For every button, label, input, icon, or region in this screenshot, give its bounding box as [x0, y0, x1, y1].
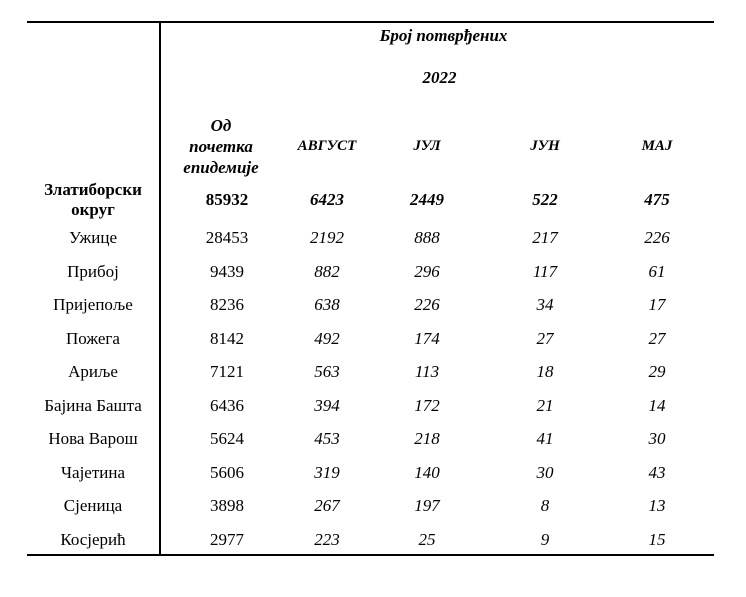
- cell-since-start: 5606: [210, 463, 244, 482]
- cell-since-start: 8236: [210, 295, 244, 314]
- cell-june: 41: [536, 429, 554, 448]
- column-header-since-start-line2: почетка: [189, 136, 253, 156]
- column-header-may: МАЈ: [641, 138, 673, 154]
- cell-total-july: 2449: [410, 190, 444, 209]
- cell-since-start: 7121: [210, 362, 244, 381]
- cell-may: 15: [648, 530, 666, 549]
- cell-august: 882: [314, 262, 340, 281]
- cell-july: 113: [414, 362, 440, 381]
- cell-august: 319: [314, 463, 340, 482]
- cell-may: 27: [648, 329, 666, 348]
- cell-june: 217: [532, 228, 558, 247]
- cell-june: 21: [536, 396, 554, 415]
- cell-june: 34: [536, 295, 554, 314]
- cell-july: 888: [414, 228, 440, 247]
- column-header-august: АВГУСТ: [297, 138, 357, 154]
- cell-august: 2192: [310, 228, 344, 247]
- cell-june: 30: [536, 463, 554, 482]
- row-name: Пријепоље: [53, 295, 133, 314]
- cell-may: 226: [644, 228, 670, 247]
- table-top-rule: [27, 21, 714, 23]
- table-row: [27, 221, 714, 255]
- cell-may: 61: [648, 262, 666, 281]
- cell-july: 140: [414, 463, 440, 482]
- cell-july: 218: [414, 429, 440, 448]
- cell-since-start: 8142: [210, 329, 244, 348]
- table-row: [27, 422, 714, 456]
- column-header-june: ЈУН: [530, 138, 560, 154]
- row-name: Прибој: [67, 262, 119, 281]
- cell-august: 267: [314, 496, 340, 515]
- table-header-title: Број потврђених: [379, 26, 508, 45]
- row-name: Пожега: [66, 329, 120, 348]
- cell-may: 14: [648, 396, 666, 415]
- cell-june: 117: [532, 262, 558, 281]
- row-name: Сјеница: [63, 496, 123, 515]
- cell-july: 174: [414, 329, 440, 348]
- table-row: [27, 489, 714, 523]
- table-row: [27, 322, 714, 356]
- row-name-total-line2: округ: [71, 200, 115, 219]
- cell-july: 296: [414, 262, 440, 281]
- row-name: Ужице: [68, 228, 118, 247]
- table-row: [27, 456, 714, 490]
- cell-august: 453: [314, 429, 340, 448]
- table-row: [27, 255, 714, 289]
- column-header-since-start: [161, 113, 281, 179]
- cell-since-start: 3898: [210, 496, 244, 515]
- cell-may: 29: [648, 362, 666, 381]
- cell-may: 13: [648, 496, 666, 515]
- column-header-july: ЈУЛ: [413, 138, 441, 154]
- row-name-total-line1: Златиборски: [44, 180, 142, 199]
- cell-may: 30: [648, 429, 666, 448]
- cell-total-june: 522: [532, 190, 558, 209]
- cell-august: 394: [314, 396, 340, 415]
- cell-total-may: 475: [644, 190, 670, 209]
- column-header-since-start-line3: епидемије: [183, 157, 259, 177]
- cell-july: 197: [414, 496, 440, 515]
- row-name: Нова Варош: [48, 429, 138, 448]
- row-name: Косјерић: [60, 530, 126, 549]
- cell-july: 172: [414, 396, 440, 415]
- table-row: [27, 355, 714, 389]
- table-header-year: 2022: [422, 68, 457, 87]
- cell-may: 43: [648, 463, 666, 482]
- cell-july: 25: [418, 530, 436, 549]
- cell-june: 9: [540, 530, 550, 549]
- column-header-since-start-line1: Од: [210, 115, 232, 135]
- cell-since-start: 9439: [210, 262, 244, 281]
- cell-august: 638: [314, 295, 340, 314]
- row-name: Ариље: [68, 362, 118, 381]
- cell-june: 18: [536, 362, 554, 381]
- cell-total-since-start: 85932: [205, 190, 249, 209]
- cell-since-start: 5624: [210, 429, 244, 448]
- data-table: [27, 21, 714, 556]
- table-row: [27, 288, 714, 322]
- cell-june: 8: [540, 496, 550, 515]
- cell-august: 223: [314, 530, 340, 549]
- row-name-total: [27, 178, 159, 222]
- cell-since-start: 2977: [210, 530, 244, 549]
- cell-june: 27: [536, 329, 554, 348]
- table-row: [27, 389, 714, 423]
- table-row: [27, 523, 714, 557]
- row-name: Бајина Башта: [44, 396, 142, 415]
- cell-total-august: 6423: [310, 190, 344, 209]
- cell-july: 226: [414, 295, 440, 314]
- table-row-total: [27, 178, 714, 222]
- cell-since-start: 6436: [210, 396, 244, 415]
- cell-may: 17: [648, 295, 666, 314]
- cell-august: 492: [314, 329, 340, 348]
- row-name: Чајетина: [60, 463, 126, 482]
- cell-august: 563: [314, 362, 340, 381]
- cell-since-start: 28453: [205, 228, 249, 247]
